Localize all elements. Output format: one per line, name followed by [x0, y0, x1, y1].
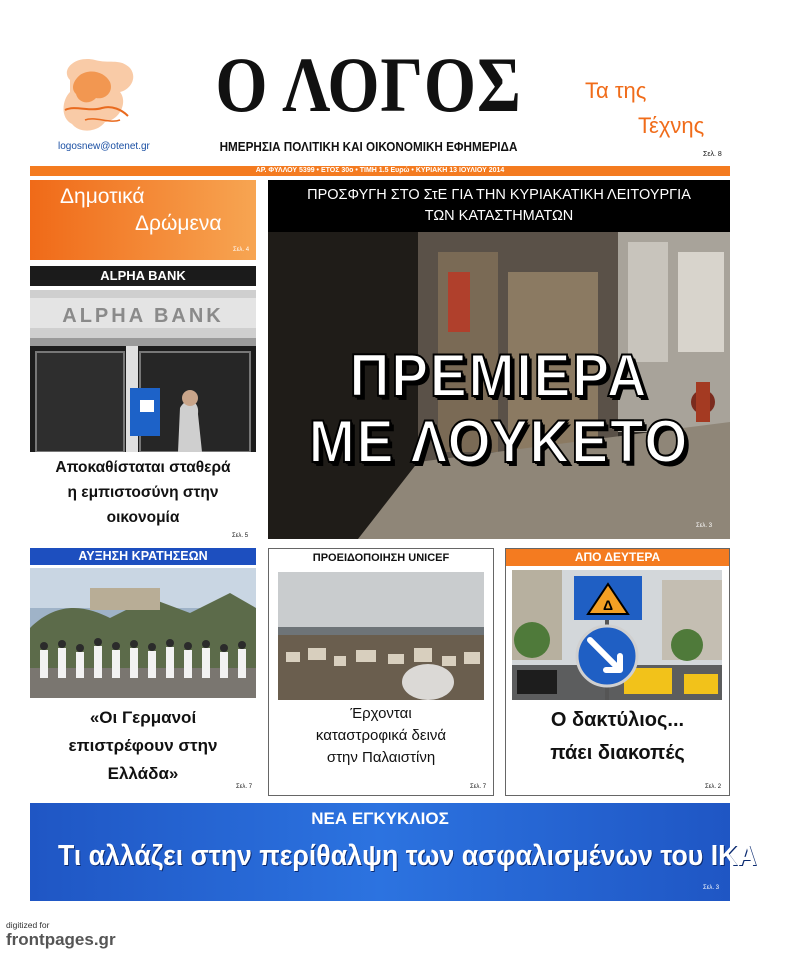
dimotika-title-line1: Δημοτικά: [60, 185, 145, 208]
contact-email[interactable]: logosnew@otenet.gr: [58, 141, 150, 152]
unicef-page: Σελ. 7: [470, 784, 487, 790]
alpha-headline-line: οικονομία: [106, 509, 180, 526]
traffic-sign-letter: Δ: [602, 597, 614, 613]
auxisi-photo-art: [30, 568, 256, 698]
auxisi-headline-line: «Οι Γερμανοί: [89, 708, 197, 727]
alpha-bank-label: ALPHA BANK: [30, 266, 256, 286]
main-story-kicker[interactable]: [268, 180, 730, 232]
arts-promo-line2[interactable]: Τέχνης: [638, 113, 705, 138]
apo-deftera-headline-line: πάει διακοπές: [550, 742, 685, 764]
auxisi-page: Σελ. 7: [236, 784, 253, 790]
alpha-bank-sign: ALPHA BANK: [62, 305, 224, 327]
ika-banner-headline: Τι αλλάζει στην περίθαλψη των ασφαλισμένων του ΙΚΑ: [58, 840, 757, 872]
frontpages-credit[interactable]: frontpages.gr: [6, 930, 116, 949]
apo-deftera-photo[interactable]: [512, 570, 722, 700]
unicef-headline-line: καταστροφικά δεινά: [315, 727, 447, 744]
logo-illustration: [50, 50, 145, 138]
unicef-label: ΠΡΟΕΙΔΟΠΟΙΗΣΗ UNICEF: [312, 552, 450, 564]
auxisi-headline-line: επιστρέφουν στην: [68, 736, 218, 755]
alpha-headline-line: η εμπιστοσύνη στην: [67, 484, 219, 501]
apo-deftera-headline[interactable]: [506, 704, 729, 770]
apo-deftera-page: Σελ. 2: [705, 784, 722, 790]
issue-info-bar: ΑΡ. ΦΥΛΛΟΥ 5399 • ΕΤΟΣ 30ο • ΤΙΜΗ 1.5 Ευρώ • ΚΥΡΙΑΚΗ 13 ΙΟΥΛΙΟΥ 2014: [30, 166, 730, 176]
dimotika-title-line2: Δρώμενα: [135, 212, 222, 235]
alpha-bank-photo[interactable]: [30, 290, 256, 452]
newspaper-subtitle: ΗΜΕΡΗΣΙΑ ΠΟΛΙΤΙΚΗ ΚΑΙ ΟΙΚΟΝΟΜΙΚΗ ΕΦΗΜΕΡΙΔΑ: [219, 139, 518, 154]
unicef-photo[interactable]: [278, 572, 484, 700]
auxisi-label: ΑΥΞΗΣΗ ΚΡΑΤΗΣΕΩΝ: [30, 548, 256, 565]
alpha-bank-page: Σελ. 5: [232, 533, 249, 539]
alpha-headline-line: Αποκαθίσταται σταθερά: [55, 459, 231, 476]
main-story-page: Σελ. 3: [696, 523, 713, 529]
dimotika-page: Σελ. 4: [233, 247, 250, 253]
arts-promo-line1[interactable]: Τα της: [585, 78, 647, 103]
alpha-bank-photo-art: [30, 290, 256, 452]
auxisi-headline-line: Ελλάδα»: [107, 764, 179, 783]
auxisi-photo[interactable]: [30, 568, 256, 698]
alpha-bank-headline[interactable]: [30, 455, 256, 530]
unicef-headline[interactable]: [272, 703, 490, 769]
unicef-headline-line: στην Παλαιστίνη: [326, 749, 436, 766]
main-headline-line: ΜΕ ΛΟΥΚΕΤΟ: [308, 408, 690, 475]
unicef-photo-art: [278, 572, 484, 700]
unicef-headline-line: Έρχονται: [350, 705, 412, 722]
apo-deftera-label: ΑΠΟ ΔΕΥΤΕΡΑ: [506, 549, 729, 566]
digitized-credit: digitized for: [6, 920, 50, 930]
main-kicker-line: ΠΡΟΣΦΥΓΗ ΣΤΟ ΣτΕ ΓΙΑ ΤΗΝ ΚΥΡΙΑΚΑΤΙΚΗ ΛΕΙΤΟΥΡΓΙΑ: [307, 187, 691, 203]
ika-banner-kicker: ΝΕΑ ΕΓΚΥΚΛΙΟΣ: [311, 809, 449, 828]
arts-promo-page: Σελ. 8: [703, 151, 722, 158]
ika-banner-page: Σελ. 3: [703, 885, 720, 891]
main-kicker-line: ΤΩΝ ΚΑΤΑΣΤΗΜΑΤΩΝ: [424, 208, 574, 224]
apo-deftera-photo-art: [512, 570, 722, 700]
main-story-headline[interactable]: [286, 343, 711, 475]
newspaper-title: Ο ΛΟΓΟΣ: [215, 41, 522, 128]
auxisi-headline[interactable]: [40, 704, 246, 788]
main-headline-line: ΠΡΕΜΙΕΡΑ: [349, 342, 649, 409]
apo-deftera-headline-line: Ο δακτύλιος...: [550, 709, 685, 731]
